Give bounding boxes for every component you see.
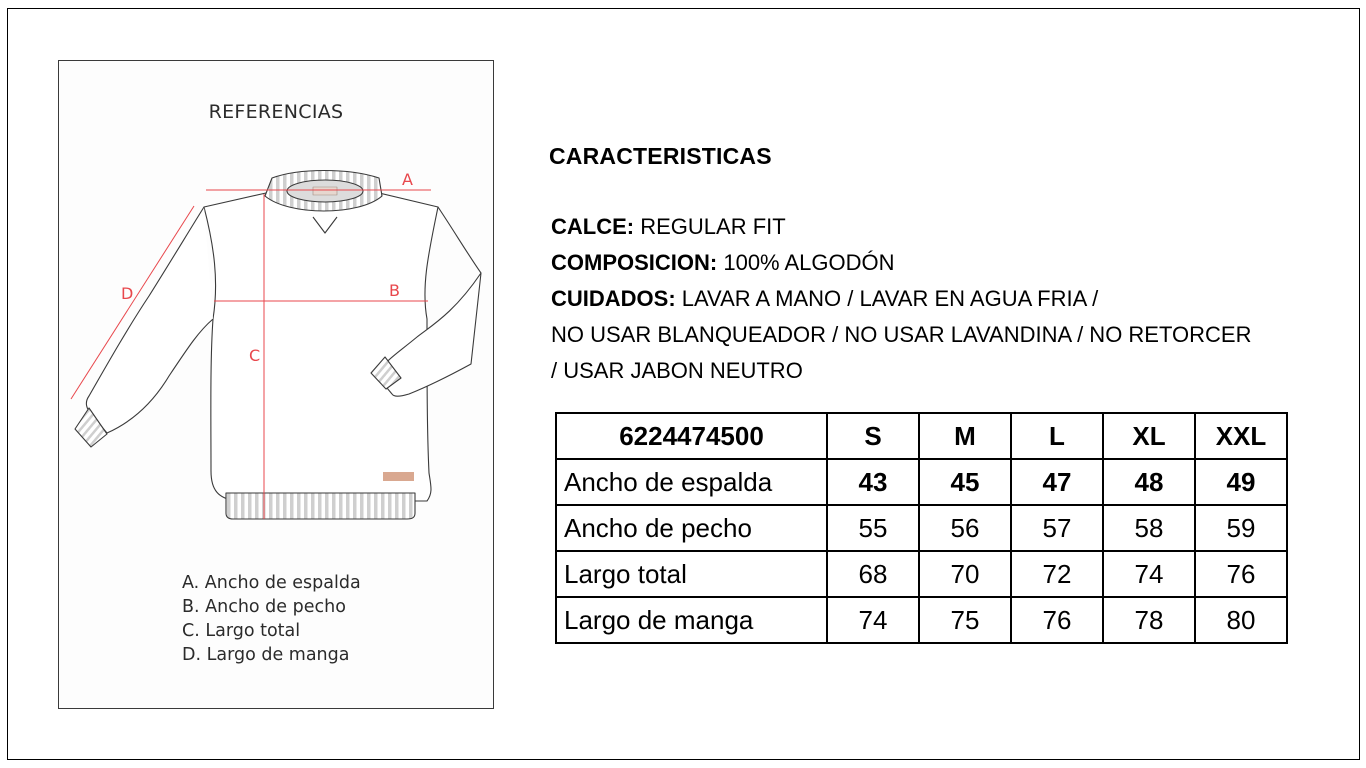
spec-composicion-label: COMPOSICION: [551, 250, 718, 275]
spec-composicion [551, 245, 1331, 281]
table-cell: 56 [919, 505, 1011, 551]
hem-rib [226, 493, 415, 519]
row-label: Ancho de pecho [556, 505, 827, 551]
table-cell: 68 [827, 551, 919, 597]
collar-tag [313, 187, 337, 195]
table-cell: 75 [919, 597, 1011, 643]
size-header-xxl: XXL [1195, 413, 1287, 459]
table-cell: 74 [1103, 551, 1195, 597]
legend-item-d: D. Largo de manga [182, 645, 350, 665]
marker-d: D [121, 284, 134, 303]
spec-cuidados-line3: / USAR JABON NEUTRO [551, 358, 803, 383]
table-cell: 48 [1103, 459, 1195, 505]
row-label: Ancho de espalda [556, 459, 827, 505]
table-cell: 58 [1103, 505, 1195, 551]
size-header-s: S [827, 413, 919, 459]
characteristics-title: CARACTERISTICAS [549, 143, 772, 169]
spec-calce [551, 209, 1331, 245]
table-cell: 47 [1011, 459, 1103, 505]
marker-c: C [249, 346, 261, 365]
row-label: Largo de manga [556, 597, 827, 643]
references-legend [182, 571, 361, 667]
size-header-xl: XL [1103, 413, 1195, 459]
sweater-body [204, 193, 438, 501]
size-header-l: L [1011, 413, 1103, 459]
table-cell: 76 [1195, 551, 1287, 597]
table-cell: 80 [1195, 597, 1287, 643]
table-cell: 55 [827, 505, 919, 551]
size-header-m: M [919, 413, 1011, 459]
spec-cuidados-line2: NO USAR BLANQUEADOR / NO USAR LAVANDINA / NO RETORCER [551, 322, 1252, 347]
characteristics-section [548, 143, 1252, 383]
spec-calce-label: CALCE: [551, 214, 635, 239]
table-row [556, 505, 1287, 551]
characteristics-list [551, 209, 1331, 389]
table-row [556, 597, 1287, 643]
references-panel [58, 60, 494, 709]
references-title: REFERENCIAS [208, 101, 344, 123]
size-table [555, 412, 1288, 644]
row-label: Largo total [556, 551, 827, 597]
spec-composicion-value: 100% ALGODÓN [717, 250, 895, 275]
marker-b: B [389, 281, 400, 300]
sku-header: 6224474500 [556, 413, 827, 459]
table-cell: 43 [827, 459, 919, 505]
legend-item-b: B. Ancho de pecho [182, 597, 346, 617]
spec-cuidados-label: CUIDADOS: [551, 286, 676, 311]
table-cell: 76 [1011, 597, 1103, 643]
spec-cuidados [551, 281, 1331, 317]
spec-calce-value: REGULAR FIT [634, 214, 786, 239]
spec-cuidados-line1: LAVAR A MANO / LAVAR EN AGUA FRIA / [675, 286, 1099, 311]
table-cell: 57 [1011, 505, 1103, 551]
table-cell: 45 [919, 459, 1011, 505]
table-row [556, 551, 1287, 597]
table-cell: 49 [1195, 459, 1287, 505]
table-cell: 70 [919, 551, 1011, 597]
left-sleeve [86, 207, 213, 433]
marker-a: A [402, 170, 413, 189]
brand-tag [383, 472, 414, 481]
legend-item-c: C. Largo total [182, 621, 301, 641]
table-row [556, 459, 1287, 505]
table-cell: 78 [1103, 597, 1195, 643]
table-cell: 72 [1011, 551, 1103, 597]
size-table-header [556, 413, 1287, 459]
table-cell: 74 [827, 597, 919, 643]
table-cell: 59 [1195, 505, 1287, 551]
legend-item-a: A. Ancho de espalda [182, 573, 361, 593]
